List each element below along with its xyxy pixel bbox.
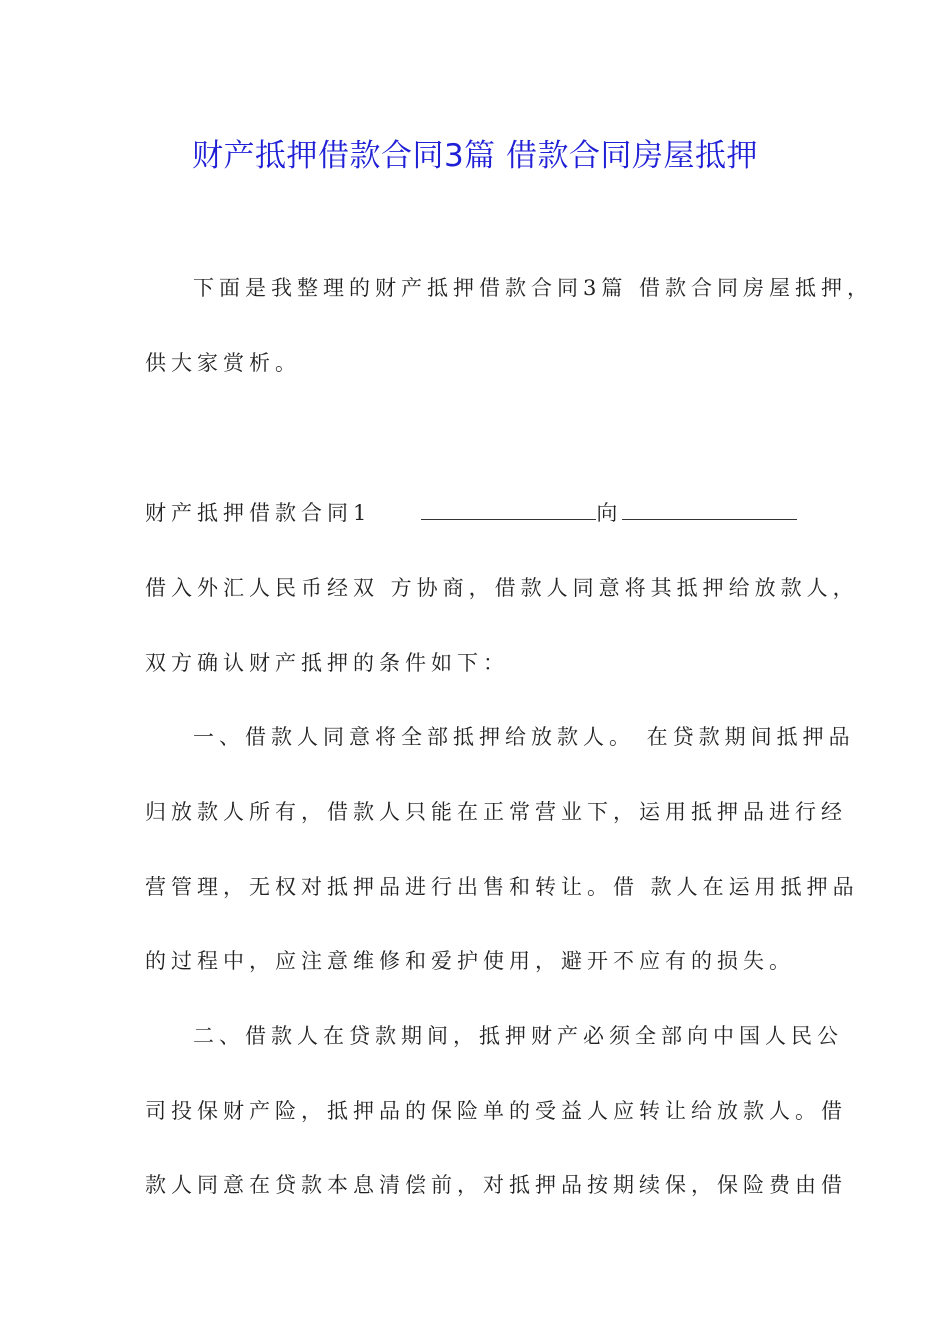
lender-blank [421, 503, 596, 520]
clause1-line-1: 一、借款人同意将全部抵押给放款人。 在贷款期间抵押品 [193, 725, 855, 749]
document-title: 财产抵押借款合同3篇 借款合同房屋抵押 [191, 138, 759, 174]
contract-line-2: 借入外汇人民币经双 方协商，借款人同意将其抵押给放款人， [145, 576, 859, 600]
clause2-line-1: 二、借款人在贷款期间，抵押财产必须全部向中国人民公 [193, 1024, 843, 1048]
clause1-line-2: 归放款人所有，借款人只能在正常营业下，运用抵押品进行经 [145, 800, 847, 824]
intro-line-1: 下面是我整理的财产抵押借款合同3篇 借款合同房屋抵押， [193, 276, 874, 300]
borrower-blank [622, 503, 797, 520]
clause1-line-3: 营管理，无权对抵押品进行出售和转让。借 款人在运用抵押品 [145, 875, 859, 899]
contract-line-3: 双方确认财产抵押的条件如下： [145, 651, 509, 675]
contract-heading-line [145, 497, 797, 527]
clause1-line-4: 的过程中，应注意维修和爱护使用，避开不应有的损失。 [145, 949, 795, 973]
intro-line-2: 供大家赏析。 [145, 351, 301, 375]
contract-heading: 财产抵押借款合同1 [145, 501, 372, 525]
clause2-line-2: 司投保财产险，抵押品的保险单的受益人应转让给放款人。借 [145, 1099, 847, 1123]
clause2-line-3: 款人同意在贷款本息清偿前，对抵押品按期续保，保险费由借 [145, 1173, 847, 1197]
to-word: 向 [596, 501, 623, 525]
